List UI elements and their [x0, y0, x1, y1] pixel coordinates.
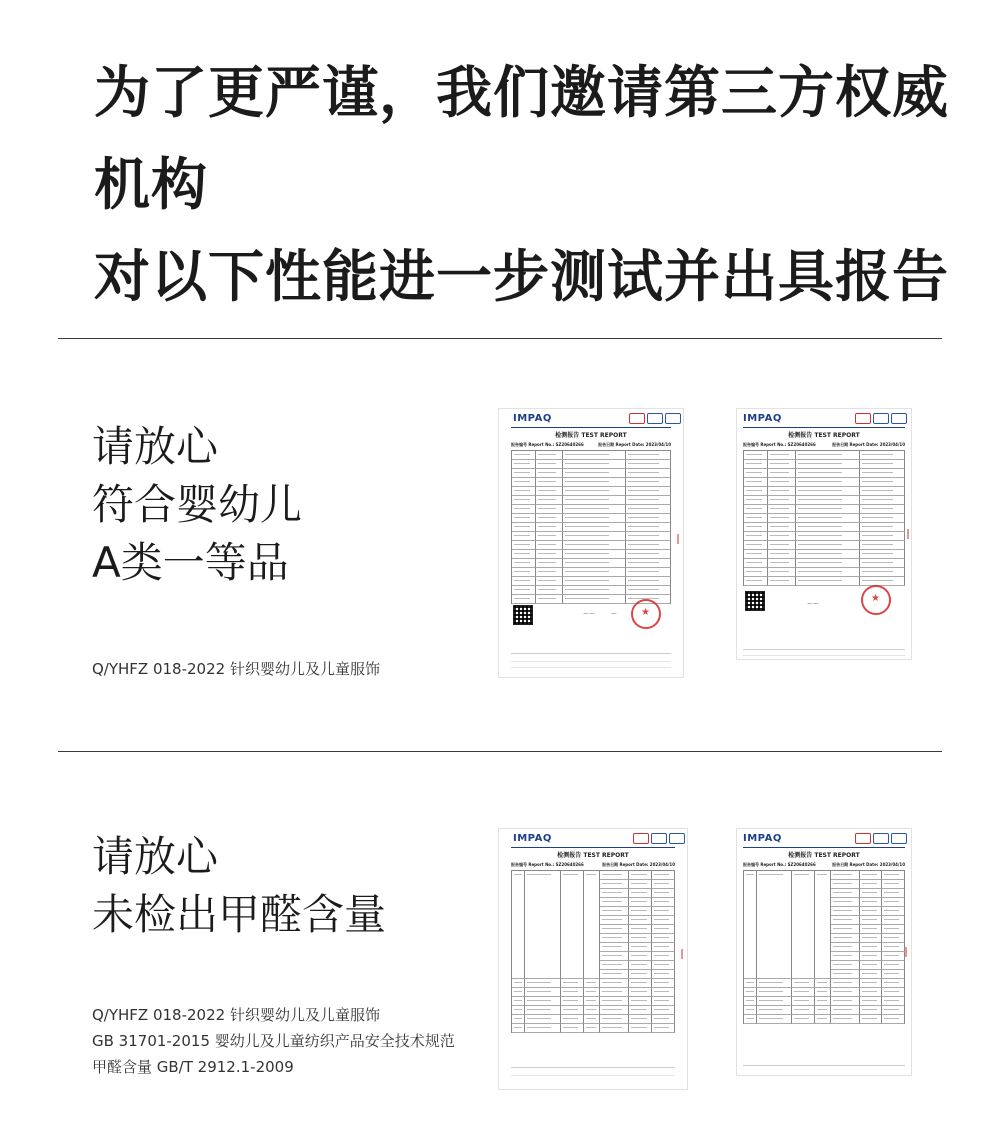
report-date: 报告日期 Report Date: 2023/04/10: [598, 442, 671, 447]
report-footer-rule: [511, 667, 671, 668]
section2-claim-line-2: 未检出甲醛含量: [92, 890, 387, 939]
report-footer-rule: [511, 1067, 675, 1068]
section1-claim-line-2: 符合婴幼儿: [92, 480, 303, 529]
report-table: [743, 870, 905, 1024]
impaq-logo: IMPAQ: [743, 413, 782, 424]
section1-standards: [92, 656, 380, 682]
section2-standard-3: 甲醛含量 GB/T 2912.1-2009: [92, 1058, 294, 1076]
report-footer-rule: [511, 1075, 675, 1076]
report-table: [511, 870, 675, 1033]
qr-code: [513, 605, 533, 625]
ma-seal-icon: [633, 833, 649, 844]
report-header: [737, 829, 911, 849]
page-edge-mark: [677, 534, 679, 544]
signature-image: 〜〜: [807, 601, 820, 608]
red-stamp: [631, 599, 661, 629]
report-title: 检测报告 TEST REPORT: [788, 432, 860, 439]
report-title: 检测报告 TEST REPORT: [788, 852, 860, 859]
report-footer-rule: [743, 1065, 905, 1066]
ma-seal-icon: [629, 413, 645, 424]
page-edge-mark: [907, 529, 909, 539]
ilac-seal-icon: [891, 833, 907, 844]
impaq-logo: IMPAQ: [513, 833, 552, 844]
report-meta: [499, 439, 683, 450]
test-report-thumbnail-3[interactable]: [498, 828, 688, 1090]
report-number: 报告编号 Report No.: SZ20640266: [511, 862, 584, 867]
page-edge-mark: [681, 949, 683, 959]
report-header: [499, 829, 687, 849]
section1-standard-1: Q/YHFZ 018-2022 针织婴幼儿及儿童服饰: [92, 660, 380, 678]
report-meta: [499, 859, 687, 870]
section2-standards: [92, 1002, 455, 1080]
ilac-seal-icon: [669, 833, 685, 844]
report-number: 报告编号 Report No.: SZ20640266: [743, 862, 816, 867]
report-number: 报告编号 Report No.: SZ20640266: [511, 442, 584, 447]
report-footer-rule: [511, 661, 671, 662]
divider-top: [58, 338, 942, 339]
report-date: 报告日期 Report Date: 2023/04/10: [832, 862, 905, 867]
report-footer-rule: [743, 655, 905, 656]
section2-standard-2: GB 31701-2015 婴幼儿及儿童纺织产品安全技术规范: [92, 1032, 455, 1050]
ilac-seal-icon: [665, 413, 681, 424]
red-stamp: [861, 585, 891, 615]
report-table: [511, 450, 671, 604]
report-meta: [737, 439, 911, 450]
report-rule: [743, 847, 905, 848]
test-report-thumbnail-1[interactable]: [498, 408, 684, 678]
impaq-logo: IMPAQ: [743, 833, 782, 844]
cnas-seal-icon: [647, 413, 663, 424]
qr-code: [745, 591, 765, 611]
report-title: 检测报告 TEST REPORT: [555, 432, 627, 439]
section1-claim-line-3: A类一等品: [92, 538, 289, 587]
report-table: [743, 450, 905, 586]
section1-claim-line-1: 请放心: [92, 422, 219, 471]
report-rule: [511, 847, 675, 848]
report-footer-rule: [743, 649, 905, 650]
section2-claim-line-1: 请放心: [92, 832, 219, 881]
report-header: [499, 409, 683, 429]
report-date: 报告日期 Report Date: 2023/04/10: [832, 442, 905, 447]
report-title: 检测报告 TEST REPORT: [557, 852, 629, 859]
cnas-seal-icon: [873, 413, 889, 424]
report-meta: [737, 859, 911, 870]
cnas-seal-icon: [873, 833, 889, 844]
page-edge-mark: [905, 947, 907, 957]
signature-image: 〜〜: [583, 611, 596, 618]
divider-middle: [58, 751, 942, 752]
section1-claim: [92, 418, 302, 592]
report-rule: [511, 427, 671, 428]
signature-image: 〜: [611, 611, 618, 618]
ma-seal-icon: [855, 833, 871, 844]
impaq-logo: IMPAQ: [513, 413, 552, 424]
test-report-thumbnail-4[interactable]: [736, 828, 912, 1076]
report-header: [737, 409, 911, 429]
section2-claim: [92, 828, 386, 944]
section2-standard-1: Q/YHFZ 018-2022 针织婴幼儿及儿童服饰: [92, 1006, 380, 1024]
ma-seal-icon: [855, 413, 871, 424]
report-date: 报告日期 Report Date: 2023/04/10: [602, 862, 675, 867]
headline: [94, 48, 1000, 324]
report-rule: [743, 427, 905, 428]
headline-line-1: 为了更严谨，我们邀请第三方权威机构: [94, 61, 949, 218]
headline-line-2: 对以下性能进一步测试并出具报告: [94, 245, 949, 310]
ilac-seal-icon: [891, 413, 907, 424]
cnas-seal-icon: [651, 833, 667, 844]
test-report-thumbnail-2[interactable]: [736, 408, 912, 660]
report-footer-rule: [511, 653, 671, 654]
report-number: 报告编号 Report No.: SZ20640266: [743, 442, 816, 447]
